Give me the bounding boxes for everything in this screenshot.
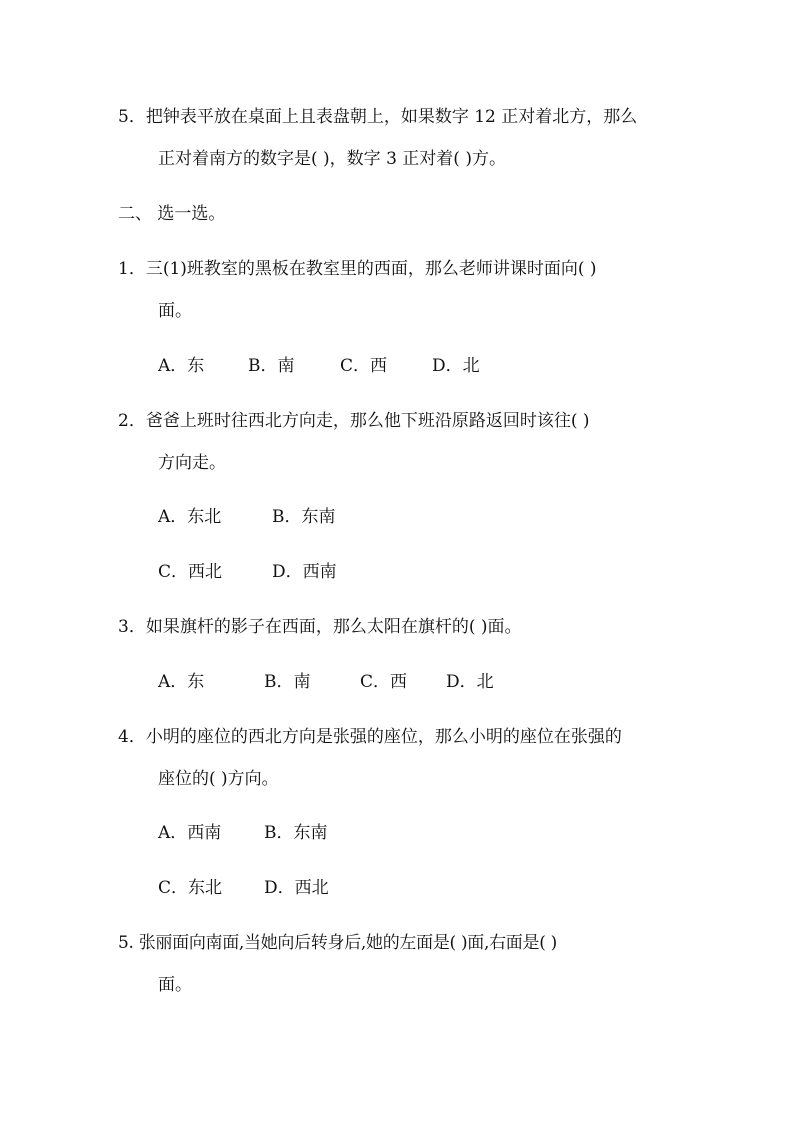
- option-a[interactable]: A．东: [158, 672, 205, 692]
- question-5-fill-line-2: 正对着南方的数字是( )，数字 3 正对着( )方。: [158, 149, 506, 169]
- question-4-text-cont: 座位的( )方向。: [158, 769, 279, 789]
- question-3-text: 3．如果旗杆的影子在西面，那么太阳在旗杆的( )面。: [118, 617, 522, 637]
- option-b[interactable]: B．南: [248, 356, 295, 376]
- option-c[interactable]: C．西: [360, 672, 408, 692]
- option-d[interactable]: D．西南: [272, 562, 337, 582]
- question-2-options-row-2: [158, 561, 337, 583]
- question-2-text: 2．爸爸上班时往西北方向走，那么他下班沿原路返回时该往( ): [118, 411, 590, 431]
- section-heading-choose: 二、 选一选。: [118, 204, 226, 224]
- question-4-options-row-2: [158, 877, 329, 899]
- option-b[interactable]: B．南: [264, 672, 311, 692]
- option-c[interactable]: C．西北: [158, 562, 223, 582]
- question-4-text: 4．小明的座位的西北方向是张强的座位，那么小明的座位在张强的: [118, 727, 622, 747]
- question-5-text: 5. 张丽面向南面,当她向后转身后,她的左面是( )面,右面是( ): [118, 933, 557, 953]
- option-a[interactable]: A．东北: [158, 507, 222, 527]
- option-a[interactable]: A．西南: [158, 823, 222, 843]
- option-b[interactable]: B．东南: [272, 507, 336, 527]
- option-d[interactable]: D．北: [432, 356, 480, 376]
- option-c[interactable]: C．西: [340, 356, 388, 376]
- question-1-options: [158, 355, 480, 377]
- option-a[interactable]: A．东: [158, 356, 205, 376]
- option-b[interactable]: B．东南: [264, 823, 328, 843]
- question-1-text: 1．三(1)班教室的黑板在教室里的西面，那么老师讲课时面向( ): [118, 259, 597, 279]
- question-1-text-cont: 面。: [158, 301, 192, 321]
- question-5-text-cont: 面。: [158, 975, 192, 995]
- question-4-options-row-1: [158, 822, 328, 844]
- question-5-fill-line-1: 5．把钟表平放在桌面上且表盘朝上，如果数字 12 正对着北方，那么: [118, 107, 638, 127]
- question-2-text-cont: 方向走。: [158, 453, 226, 473]
- question-3-options: [158, 671, 494, 693]
- question-2-options-row-1: [158, 506, 336, 528]
- option-d[interactable]: D．西北: [264, 878, 329, 898]
- option-c[interactable]: C．东北: [158, 878, 223, 898]
- option-d[interactable]: D．北: [446, 672, 494, 692]
